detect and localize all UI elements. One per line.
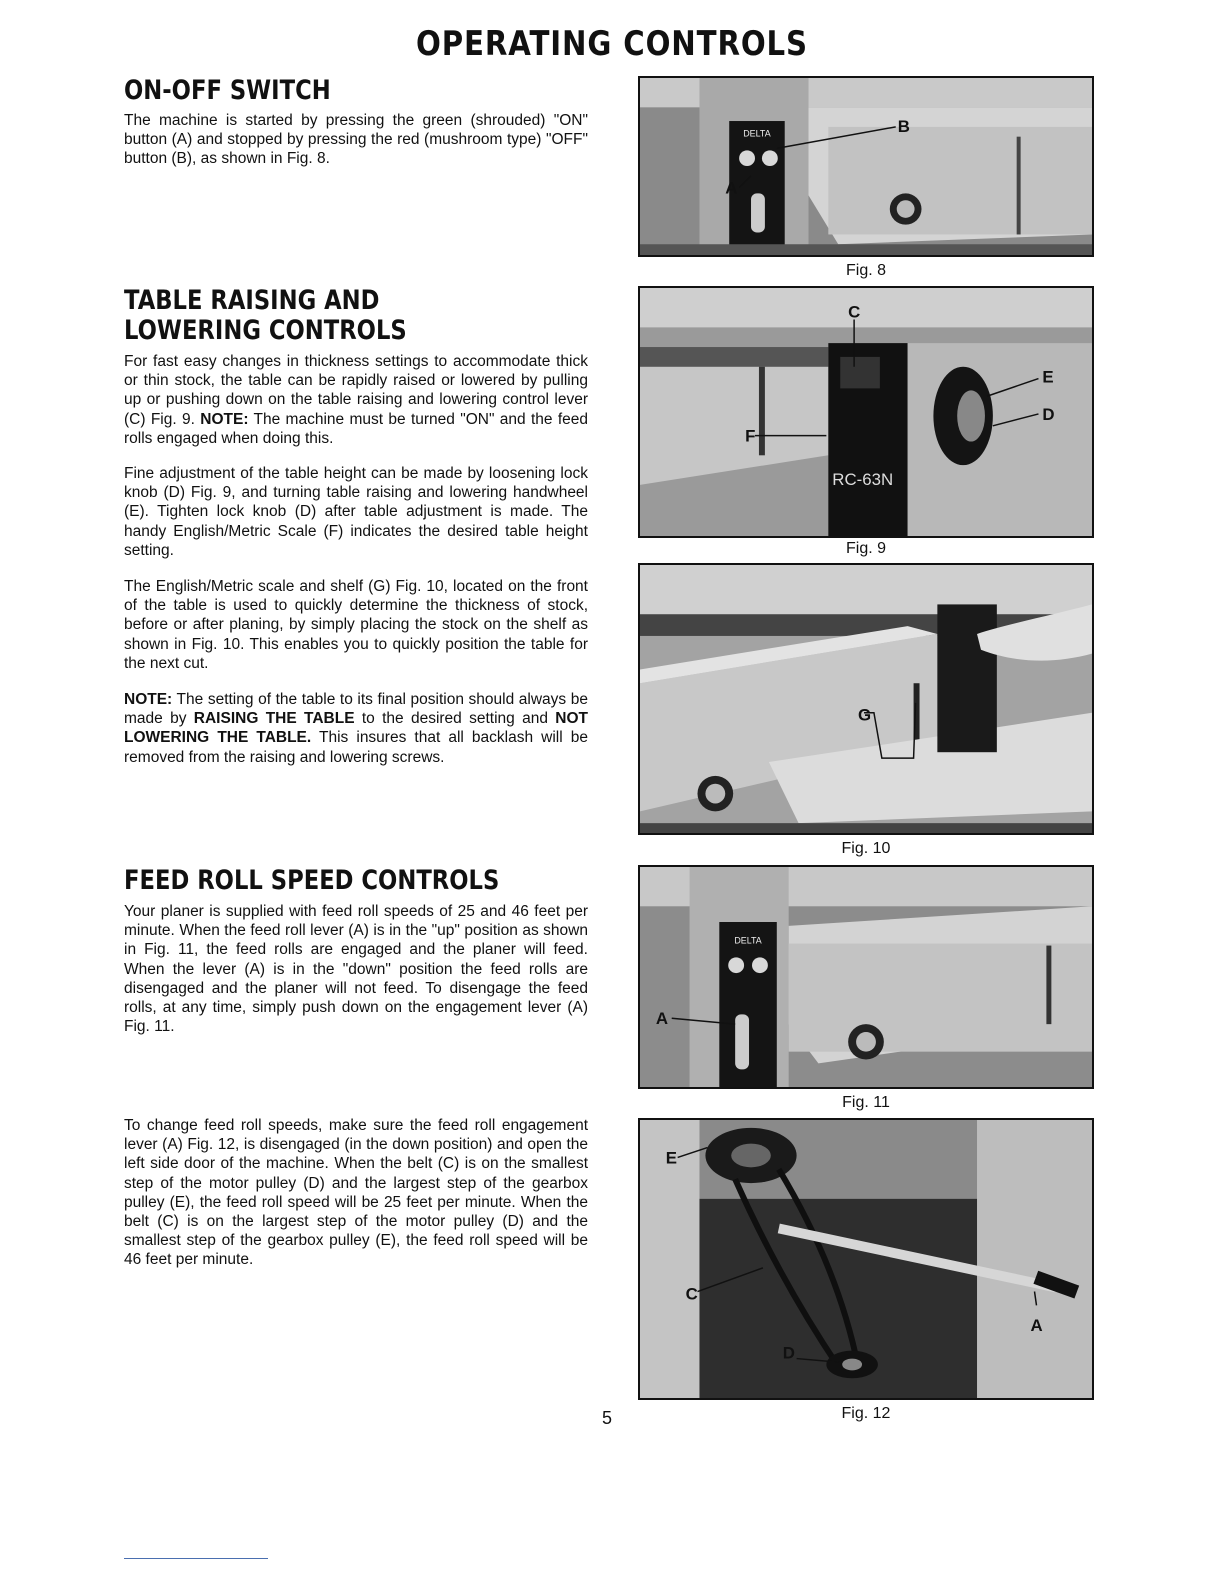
fig10-callout-g: G xyxy=(858,705,872,725)
fig8-callout-b: B xyxy=(897,116,910,136)
fig11-callout-a: A xyxy=(655,1009,669,1029)
fig-9-photo xyxy=(638,286,1094,538)
table-note: NOTE: The setting of the table to its final position should always be made by RAISING THE TABLE to the desired setting and NOT LOWERING THE TABLE. This insures that all backlash will be removed from the raising and lowering screws. xyxy=(124,691,589,766)
fig-12-photo xyxy=(638,1118,1094,1400)
onoff-body: The machine is started by pressing the green (shrouded) "ON" button (A) and stopped by pressing the red (mushroom type) "OFF" button (B), as shown in Fig. 8. xyxy=(124,112,588,168)
table-heading-line2: LOWERING CONTROLS xyxy=(124,315,407,346)
fig-9-caption: Fig. 9 xyxy=(845,540,886,557)
fig9-callout-f: F xyxy=(745,426,756,446)
fig-11-photo xyxy=(638,865,1094,1089)
fig9-callout-c: C xyxy=(848,302,861,322)
fig-10-caption: Fig. 10 xyxy=(841,840,891,857)
table-para-1: For fast easy changes in thickness settings to accommodate thick or thin stock, the table can be rapidly raised or lowered by pulling up or pushing down on the table raising and lowering control lever (C) Fig. 9. NOTE: The machine must be turned "ON" and the feed rolls engaged when doing this. xyxy=(124,353,589,447)
fig8-callout-a: A xyxy=(725,178,738,198)
table-heading-line1: TABLE RAISING AND xyxy=(124,285,380,316)
page-number: 5 xyxy=(602,1408,613,1428)
delta-logo-text: DELTA xyxy=(743,128,771,139)
fig9-callout-e: E xyxy=(1042,367,1054,387)
model-label-text: RC-63N xyxy=(832,469,894,489)
feed-para-1: Your planer is supplied with feed roll speeds of 25 and 46 feet per minute. When the feed roll lever (A) is in the "up" position as shown in Fig. 11, the feed rolls are engaged and the planer will feed. When the lever (A) is in the "down" position the feed rolls are disengaged and the planer will not feed. To disengage the feed rolls, at any time, simply push down on the engagement lever (A) Fig. 11. xyxy=(124,903,588,1036)
fig-12-caption: Fig. 12 xyxy=(841,1405,891,1422)
fig-11-caption: Fig. 11 xyxy=(842,1094,890,1111)
footer-divider xyxy=(124,1558,268,1559)
onoff-heading: ON-OFF SWITCH xyxy=(124,75,331,106)
fig9-callout-d: D xyxy=(1042,404,1055,424)
fig12-callout-e: E xyxy=(665,1148,678,1168)
fig-8-caption: Fig. 8 xyxy=(845,262,886,279)
page-title: OPERATING CONTROLS xyxy=(416,24,808,64)
feed-para-2: To change feed roll speeds, make sure the feed roll engagement lever (A) Fig. 12, is disengaged (in the down position) and open the left side door of the machine. When the belt (C) is on the smallest step of the motor pulley (D) and the largest step of the gearbox pulley (E), the feed roll speed will be 25 feet per minute. When the belt (C) is on the largest step of the motor pulley (D) and the smallest step of the gearbox pulley (E), the feed roll speed will be 46 feet per minute. xyxy=(124,1117,588,1269)
fig12-callout-a: A xyxy=(1030,1316,1043,1335)
fig-10-photo xyxy=(638,563,1094,835)
fig12-callout-d: D xyxy=(782,1343,795,1363)
table-para-2: Fine adjustment of the table height can be made by loosening lock knob (D) Fig. 9, and turning table raising and lowering handwheel (E). Tighten lock knob (D) after table adjustment is made. The handy English/Metric Scale (F) indicates the desired table height setting. xyxy=(124,465,588,559)
feed-heading: FEED ROLL SPEED CONTROLS xyxy=(124,865,500,896)
table-para-3: The English/Metric scale and shelf (G) Fig. 10, located on the front of the table is used to quickly determine the thickness of stock, before or after planing, by simply placing the stock on the shelf as shown in Fig. 10. This enables you to quickly position the table for the next cut. xyxy=(124,578,588,672)
delta-logo-text-2: DELTA xyxy=(734,935,762,946)
fig-8-photo xyxy=(638,76,1094,257)
fig12-callout-c: C xyxy=(685,1284,698,1304)
